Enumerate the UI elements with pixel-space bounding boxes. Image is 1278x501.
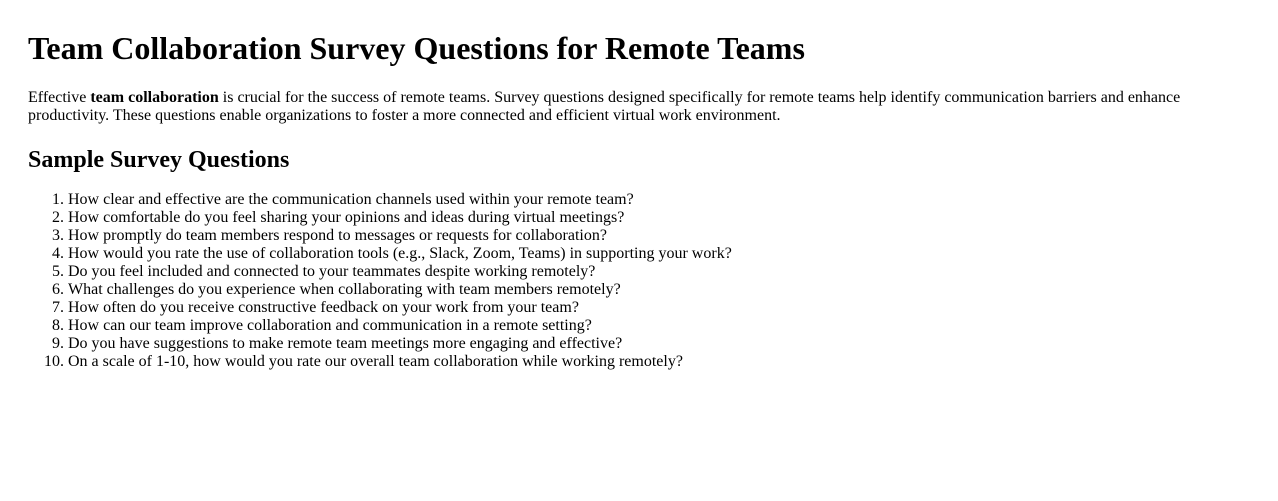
- intro-paragraph: [28, 66, 1208, 125]
- list-item: 5. Do you feel included and connected to your teammates despite working remotely?: [68, 263, 1250, 281]
- list-item: 2. How comfortable do you feel sharing your opinions and ideas during virtual meetings?: [68, 209, 1250, 227]
- list-item: 7. How often do you receive constructive feedback on your work from your team?: [68, 299, 1250, 317]
- intro-bold-term: team collaboration: [90, 89, 219, 106]
- page-title: Team Collaboration Survey Questions for Remote Teams: [28, 30, 805, 66]
- list-item: 10. On a scale of 1-10, how would you rate our overall team collaboration while working remotely?: [68, 353, 1250, 371]
- list-item: 3. How promptly do team members respond to messages or requests for collaboration?: [68, 227, 1250, 245]
- section-heading: Sample Survey Questions: [28, 147, 290, 173]
- list-item: 9. Do you have suggestions to make remote team meetings more engaging and effective?: [68, 335, 1250, 353]
- questions-list: [28, 174, 1250, 371]
- intro-text-before: Effective: [28, 89, 91, 106]
- list-item: 4. How would you rate the use of collaboration tools (e.g., Slack, Zoom, Teams) in supporting your work?: [68, 245, 1250, 263]
- list-item: 8. How can our team improve collaboration and communication in a remote setting?: [68, 317, 1250, 335]
- list-item: 6. What challenges do you experience when collaborating with team members remotely?: [68, 281, 1250, 299]
- intro-text-after: is crucial for the success of remote teams. Survey questions designed specifically for remote teams help identify communication barriers and enhance productivity. These questions enable organizations to foster a more connected and efficient virtual work environment.: [28, 89, 1181, 124]
- list-item: 1. How clear and effective are the communication channels used within your remote team?: [68, 191, 1250, 209]
